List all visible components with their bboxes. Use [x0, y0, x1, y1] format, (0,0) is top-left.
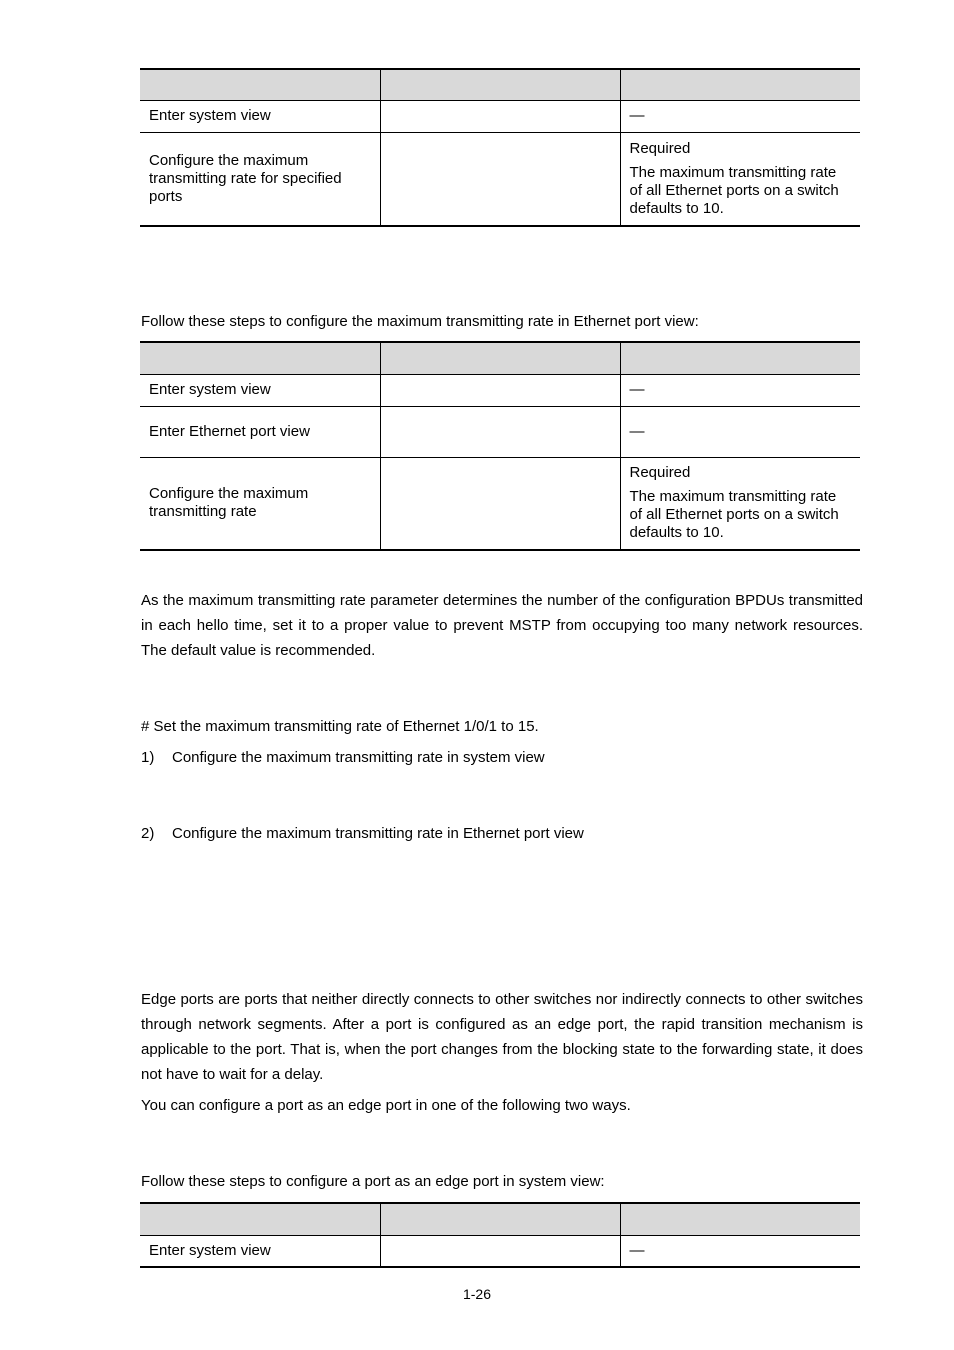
table-max-rate-system-view	[140, 68, 860, 227]
intro-edge-system: Follow these steps to configure a port as an edge port in system view:	[141, 1173, 605, 1190]
table-row	[140, 457, 860, 550]
step-text: Configure the maximum transmitting rate in Ethernet port view	[172, 825, 584, 842]
remark-title: Required	[629, 139, 691, 157]
operation-cell: Enter Ethernet port view	[140, 406, 380, 457]
example-line: # Set the maximum transmitting rate of Ethernet 1/0/1 to 15.	[141, 718, 539, 735]
table-header-row	[140, 69, 860, 100]
remark-cell: —	[620, 406, 860, 457]
table-row	[140, 374, 860, 406]
table-row	[140, 406, 860, 457]
operation-cell: Enter system view	[140, 100, 380, 132]
table-edge-port-system-view	[140, 1202, 860, 1268]
step-item	[141, 824, 584, 844]
header-cell	[140, 342, 380, 374]
header-cell	[620, 69, 860, 100]
header-cell	[620, 1203, 860, 1235]
operation-cell: Enter system view	[140, 1235, 380, 1267]
header-cell	[620, 342, 860, 374]
command-cell	[380, 132, 620, 226]
table-header-row	[140, 342, 860, 374]
remark-cell: —	[620, 100, 860, 132]
command-cell	[380, 374, 620, 406]
edge-port-ways: You can configure a port as an edge port in one of the following two ways.	[141, 1097, 631, 1114]
command-cell	[380, 406, 620, 457]
remark-body: The maximum transmitting rate of all Ethernet ports on a switch defaults to 10.	[629, 488, 839, 542]
table-row	[140, 1235, 860, 1267]
operation-cell: Configure the maximum transmitting rate	[140, 457, 380, 550]
remark-cell	[620, 457, 860, 550]
header-cell	[380, 69, 620, 100]
caution-paragraph: As the maximum transmitting rate parameter determines the number of the configuration BPDUs transmitted in each hello time, set it to a proper value to prevent MSTP from occupying too many network resources. The default value is recommended.	[141, 592, 863, 659]
table-max-rate-port-view	[140, 341, 860, 551]
remark-body: The maximum transmitting rate of all Ethernet ports on a switch defaults to 10.	[629, 163, 839, 217]
command-cell	[380, 1235, 620, 1267]
operation-cell: Configure the maximum transmitting rate for specified ports	[140, 132, 380, 226]
table-row	[140, 100, 860, 132]
edge-port-paragraph: Edge ports are ports that neither directly connects to other switches nor indirectly connects to other switches through network segments. After a port is configured as an edge port, the rapid transition mechanism is applicable to the port. That is, when the port changes from the blocking state to the forwarding state, it does not have to wait for a delay.	[141, 991, 863, 1083]
command-cell	[380, 457, 620, 550]
table-header-row	[140, 1203, 860, 1235]
remark-cell: —	[620, 374, 860, 406]
header-cell	[140, 1203, 380, 1235]
step-text: Configure the maximum transmitting rate in system view	[172, 749, 545, 766]
table-row	[140, 132, 860, 226]
step-item	[141, 748, 545, 768]
intro-port-view: Follow these steps to configure the maximum transmitting rate in Ethernet port view:	[141, 313, 699, 330]
remark-cell: —	[620, 1235, 860, 1267]
header-cell	[380, 342, 620, 374]
remark-title: Required	[629, 464, 691, 482]
step-number: 1)	[141, 749, 155, 766]
remark-cell	[620, 132, 860, 226]
operation-cell: Enter system view	[140, 374, 380, 406]
page-number: 1-26	[462, 1286, 492, 1302]
step-number: 2)	[141, 825, 155, 842]
header-cell	[380, 1203, 620, 1235]
command-cell	[380, 100, 620, 132]
header-cell	[140, 69, 380, 100]
